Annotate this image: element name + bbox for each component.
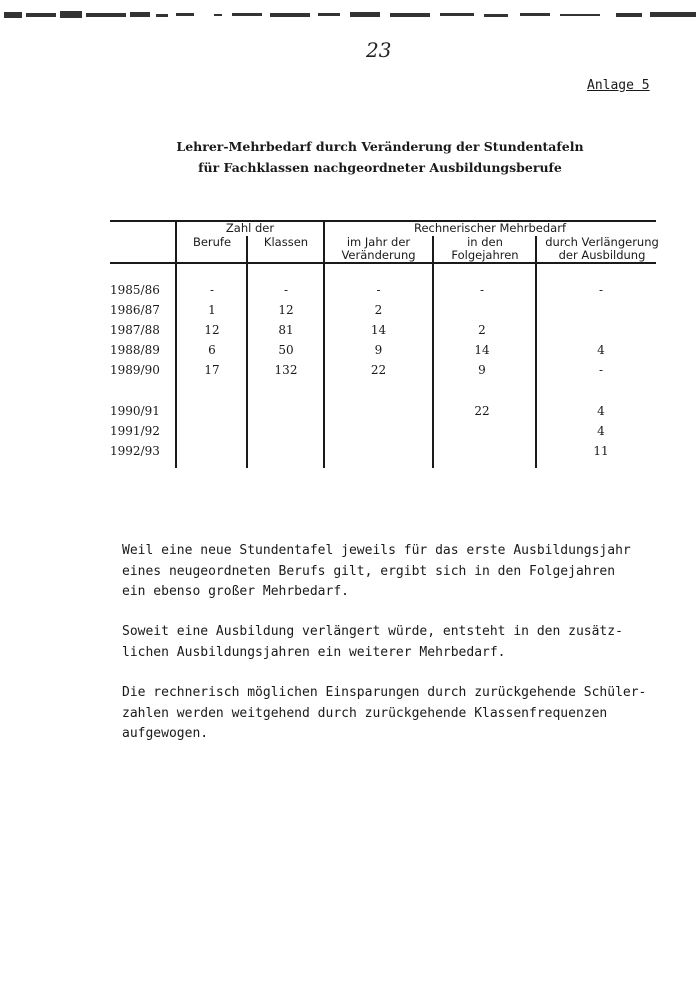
row-year: 1991/92	[110, 424, 160, 438]
header-verl-line1: durch Verlängerung	[545, 235, 659, 249]
document-title-line2: für Fachklassen nachgeordneter Ausbildungsberufe	[198, 160, 562, 175]
header-jahr-line2: Veränderung	[341, 248, 416, 262]
cell-berufe: -	[209, 283, 215, 297]
paragraph-1: Weil eine neue Stundentafel jeweils für das erste Ausbildungsjahr eines neugeordneten Berufs gilt, ergibt sich in den Folgejahren ein ebenso großer Mehrbedarf.	[122, 543, 631, 599]
cell-verl: -	[598, 363, 604, 377]
cell-verl: 4	[597, 343, 605, 357]
header-zahl-der: Zahl der	[225, 221, 275, 235]
row-year: 1985/86	[110, 283, 160, 297]
paragraph-2: Soweit eine Ausbildung verlängert würde, entsteht in den zusätz- lichen Ausbildungsjahren ein weiterer Mehrbedarf.	[122, 624, 623, 660]
table-header-rule	[110, 262, 656, 264]
cell-jahr: 2	[374, 303, 383, 317]
header-rechnerischer-mehrbedarf: Rechnerischer Mehrbedarf	[413, 221, 567, 235]
cell-klassen: 50	[278, 343, 294, 357]
cell-klassen: -	[283, 283, 289, 297]
attachment-label: Anlage 5	[587, 78, 650, 93]
header-folge-line1: in den	[467, 235, 503, 249]
header-klassen: Klassen	[263, 235, 309, 249]
cell-jahr: 9	[374, 343, 383, 357]
cell-jahr: 22	[370, 363, 387, 377]
header-jahr-line1: im Jahr der	[346, 235, 411, 249]
cell-berufe: 12	[204, 323, 220, 337]
cell-jahr: -	[376, 283, 381, 297]
page-number: 23	[366, 38, 392, 62]
cell-folge: 14	[474, 343, 490, 357]
cell-verl: 4	[597, 424, 605, 438]
cell-verl: -	[598, 283, 604, 297]
cell-jahr: 14	[370, 323, 387, 337]
paragraph-3: Die rechnerisch möglichen Einsparungen durch zurückgehende Schüler- zahlen werden weitgehend durch zurückgehende Klassenfrequenzen aufgewogen.	[122, 685, 647, 741]
cell-klassen: 132	[274, 363, 298, 377]
row-year: 1986/87	[110, 303, 160, 317]
cell-verl: 4	[597, 404, 605, 418]
cell-klassen: 12	[278, 303, 294, 317]
row-year: 1987/88	[110, 323, 160, 337]
header-berufe: Berufe	[192, 235, 232, 249]
row-year: 1988/89	[110, 343, 160, 357]
header-verl-line2: der Ausbildung	[558, 248, 646, 262]
cell-klassen: 81	[278, 323, 294, 337]
cell-folge: 2	[478, 323, 486, 337]
row-year: 1989/90	[110, 363, 160, 377]
cell-berufe: 17	[204, 363, 220, 377]
row-year: 1992/93	[110, 444, 160, 458]
cell-berufe: 6	[208, 343, 216, 357]
cell-verl: 11	[593, 444, 609, 458]
cell-folge: -	[479, 283, 485, 297]
row-year: 1990/91	[110, 404, 160, 418]
cell-folge: 22	[474, 404, 490, 418]
header-folge-line2: Folgejahren	[451, 248, 519, 262]
cell-folge: 9	[478, 363, 486, 377]
document-title-line1: Lehrer-Mehrbedarf durch Veränderung der Stundentafeln	[176, 139, 584, 154]
cell-berufe: 1	[208, 303, 216, 317]
